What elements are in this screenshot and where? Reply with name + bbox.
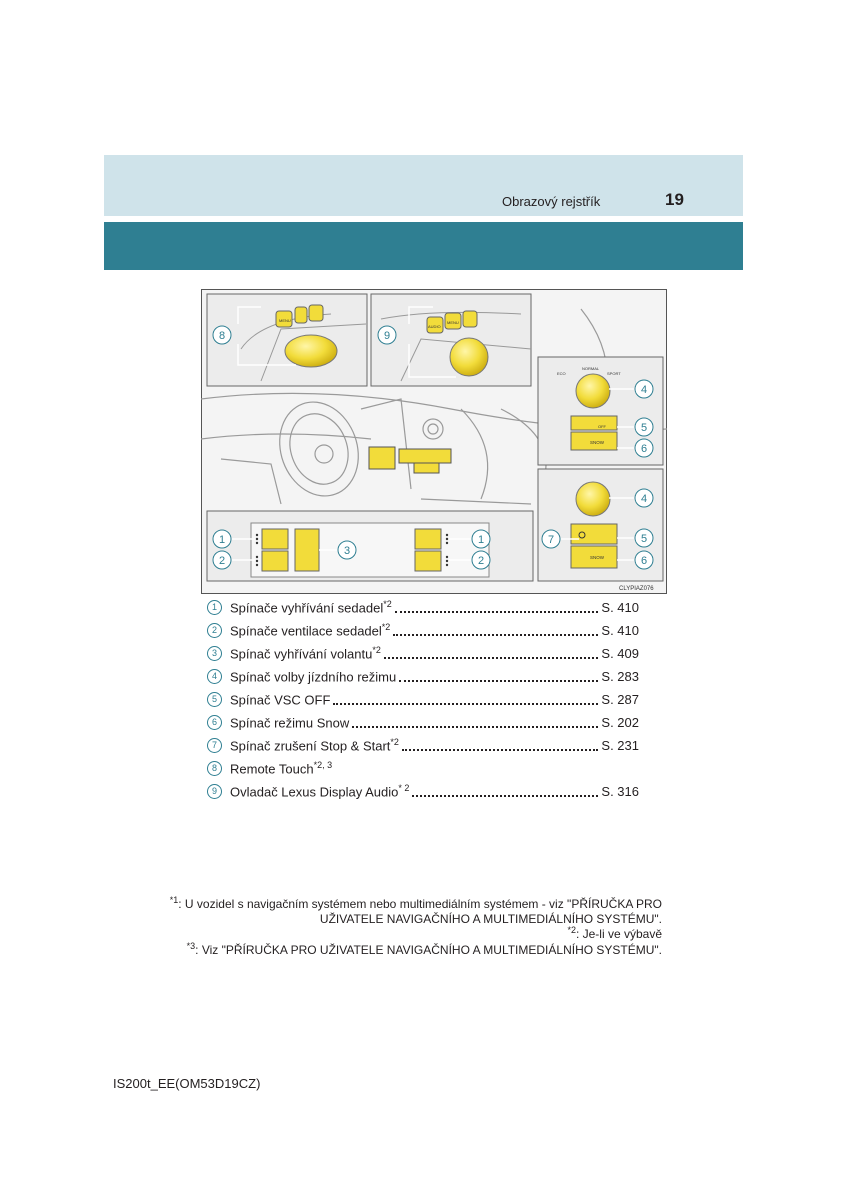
callout-2-left: [213, 551, 231, 569]
callout-3: [338, 541, 356, 559]
document-code: IS200t_EE(OM53D19CZ): [113, 1076, 261, 1091]
svg-text:9: 9: [383, 330, 391, 342]
page-reference[interactable]: S. 410: [601, 600, 639, 615]
svg-text:2: 2: [218, 555, 226, 567]
item-number: 7: [207, 738, 222, 753]
item-label: Spínače ventilace sedadel$^{*2}$: [230, 622, 391, 639]
svg-text:5: 5: [640, 422, 648, 434]
item-label: Spínač zrušení Stop & Start$^{*2}$: [230, 737, 399, 754]
audio-button-label: AUDIO: [428, 324, 441, 329]
callout-6: [635, 439, 653, 457]
callout-5b: [635, 529, 653, 547]
svg-text:7: 7: [547, 534, 555, 546]
callout-2-right: [472, 551, 490, 569]
leader-dots: [395, 610, 599, 613]
list-item: [207, 665, 639, 688]
snow-label: SNOW: [590, 440, 604, 445]
page-reference[interactable]: S. 409: [601, 646, 639, 661]
footnote-3: $^{*3}$: Viz "PŘÍRUČKA PRO UŽIVATELE NAVIGAČNÍHO A MULTIMEDIÁLNÍHO SYSTÉMU".: [186, 941, 662, 957]
page-reference[interactable]: S. 287: [601, 692, 639, 707]
item-number: 4: [207, 669, 222, 684]
header-band: [104, 155, 743, 216]
item-number: 1: [207, 600, 222, 615]
item-number: 3: [207, 646, 222, 661]
item-number: 8: [207, 761, 222, 776]
item-label: Ovladač Lexus Display Audio$^{* 2}$: [230, 783, 410, 800]
list-item: [207, 619, 639, 642]
leader-dots: [412, 794, 598, 797]
menu-button-label: MENU: [279, 318, 291, 323]
item-label: Spínač VSC OFF: [230, 692, 331, 708]
svg-text:4: 4: [640, 384, 648, 396]
leader-dots: [393, 633, 598, 636]
svg-text:4: 4: [640, 493, 648, 505]
svg-text:5: 5: [640, 533, 648, 545]
list-item: [207, 688, 639, 711]
mode-eco-label: ECO: [557, 371, 566, 376]
leader-dots: [352, 725, 598, 728]
page-reference[interactable]: S. 231: [601, 738, 639, 753]
leader-dots: [399, 679, 598, 682]
callout-7: [542, 530, 560, 548]
item-number: 2: [207, 623, 222, 638]
snow-label-2: SNOW: [590, 555, 604, 560]
item-label: Remote Touch$^{*2, 3}$: [230, 760, 333, 777]
svg-text:2: 2: [477, 555, 485, 567]
item-number: 6: [207, 715, 222, 730]
vsc-off-label: OFF: [598, 424, 606, 429]
index-list: [207, 596, 639, 803]
svg-text:1: 1: [218, 534, 226, 546]
mode-sport-label: SPORT: [607, 371, 621, 376]
callout-6b: [635, 551, 653, 569]
list-item: [207, 780, 639, 803]
item-number: 5: [207, 692, 222, 707]
list-item: [207, 711, 639, 734]
leader-dots: [384, 656, 599, 659]
footnote-2: $^{*2}$: Je-li ve výbavě: [567, 925, 662, 941]
list-item: [207, 757, 639, 780]
item-label: Spínač volby jízdního režimu: [230, 669, 397, 685]
svg-text:8: 8: [218, 330, 226, 342]
callout-1-left: [213, 530, 231, 548]
list-item: [207, 596, 639, 619]
section-title: Obrazový rejstřík: [502, 194, 601, 209]
svg-text:6: 6: [640, 443, 648, 455]
callout-8: [213, 326, 231, 344]
svg-text:3: 3: [343, 545, 351, 557]
page-reference[interactable]: S. 316: [601, 784, 639, 799]
list-item: [207, 734, 639, 757]
callout-9: [378, 326, 396, 344]
item-label: Spínač režimu Snow: [230, 715, 350, 731]
page-reference[interactable]: S. 202: [601, 715, 639, 730]
footnote-1: $^{*1}$: U vozidel s navigačním systémem nebo multimediálním systémem - viz "PŘÍRUČKA PRO UŽIVATELE NAVIGAČNÍHO A MULTIMEDIÁLNÍHO SYSTÉMU".: [169, 895, 662, 926]
dashboard-illustration: [201, 289, 667, 594]
page-reference[interactable]: S. 410: [601, 623, 639, 638]
page-reference[interactable]: S. 283: [601, 669, 639, 684]
leader-dots: [402, 748, 598, 751]
figure-code: CLYPIAZ076: [619, 586, 654, 592]
item-label: Spínače vyhřívání sedadel$^{*2}$: [230, 599, 392, 616]
callout-4b: [635, 489, 653, 507]
header-bar: [104, 222, 743, 270]
item-label: Spínač vyhřívání volantu$^{*2}$: [230, 645, 381, 662]
list-item: [207, 642, 639, 665]
callout-1-right: [472, 530, 490, 548]
mode-normal-label: NORMAL: [582, 366, 600, 371]
menu-button-label-2: MENU: [447, 320, 459, 325]
svg-text:6: 6: [640, 555, 648, 567]
svg-text:1: 1: [477, 534, 485, 546]
callout-5: [635, 418, 653, 436]
item-number: 9: [207, 784, 222, 799]
callout-4: [635, 380, 653, 398]
leader-dots: [333, 702, 598, 705]
page-number: 19: [665, 190, 684, 209]
